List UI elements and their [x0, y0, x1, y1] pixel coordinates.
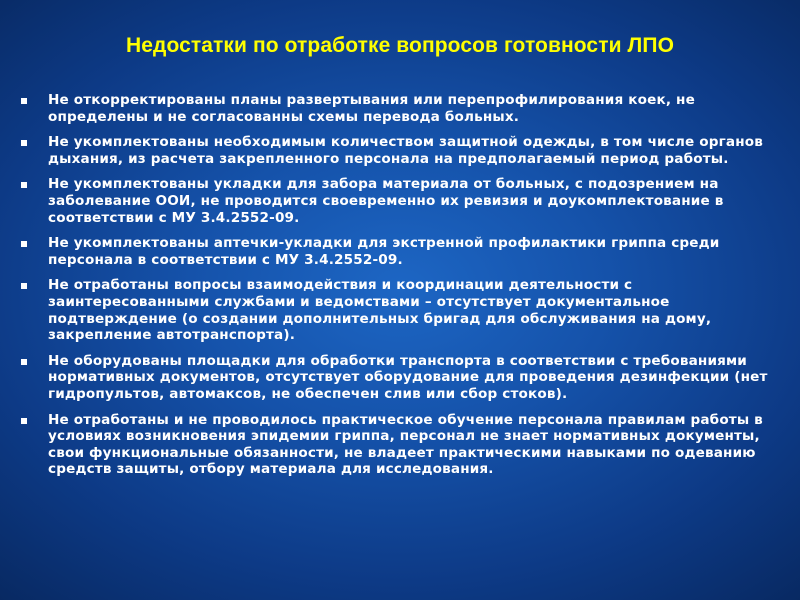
square-bullet-icon	[21, 98, 27, 104]
bullet-text: Не отработаны и не проводилось практическое обучение персонала правилам работы в условиях возникновения эпидемии гриппа, персонал не знает нормативных документы, свои функциональные обязанности, не владеет практическими навыками по одеванию средств защиты, отбору материала для исследования.	[48, 411, 763, 478]
bullet-item	[20, 235, 790, 268]
bullet-item	[20, 176, 790, 226]
bullet-item	[20, 277, 790, 343]
bullet-item	[20, 92, 790, 125]
square-bullet-icon	[21, 359, 27, 365]
bullet-text: Не укомплектованы аптечки-укладки для экстренной профилактики гриппа среди персонала в соответствии с МУ 3.4.2552-09.	[48, 235, 720, 268]
bullet-item	[20, 353, 790, 403]
square-bullet-icon	[21, 283, 27, 289]
bullet-text: Не откорректированы планы развертывания или перепрофилирования коек, не определены и не согласованны схемы перевода больных.	[48, 92, 695, 125]
square-bullet-icon	[21, 182, 27, 188]
slide-title: Недостатки по отработке вопросов готовности ЛПО	[125, 34, 675, 57]
square-bullet-icon	[21, 241, 27, 247]
square-bullet-icon	[21, 140, 27, 146]
bullet-item	[20, 134, 790, 167]
bullet-text: Не отработаны вопросы взаимодействия и координации деятельности с заинтересованными службами и ведомствами – отсутствует документальное подтверждение (о создании дополнительных бригад для обслуживания на дому, закрепление автотранспорта).	[48, 277, 712, 344]
bullet-text: Не укомплектованы необходимым количеством защитной одежды, в том числе органов дыхания, из расчета закрепленного персонала на предполагаемый период работы.	[48, 134, 764, 167]
bullet-text: Не оборудованы площадки для обработки транспорта в соответствии с требованиями нормативных документов, отсутствует оборудование для проведения дезинфекции (нет гидропультов, автомаксов, не обеспечен слив или сбор стоков).	[48, 352, 768, 402]
bullet-item	[20, 412, 790, 478]
bullet-text: Не укомплектованы укладки для забора материала от больных, с подозрением на заболевание ООИ, не проводится своевременно их ревизия и доукомплектование в соответствии с МУ 3.4.2552-09.	[48, 176, 724, 226]
bullet-list	[20, 92, 790, 487]
square-bullet-icon	[21, 418, 27, 424]
